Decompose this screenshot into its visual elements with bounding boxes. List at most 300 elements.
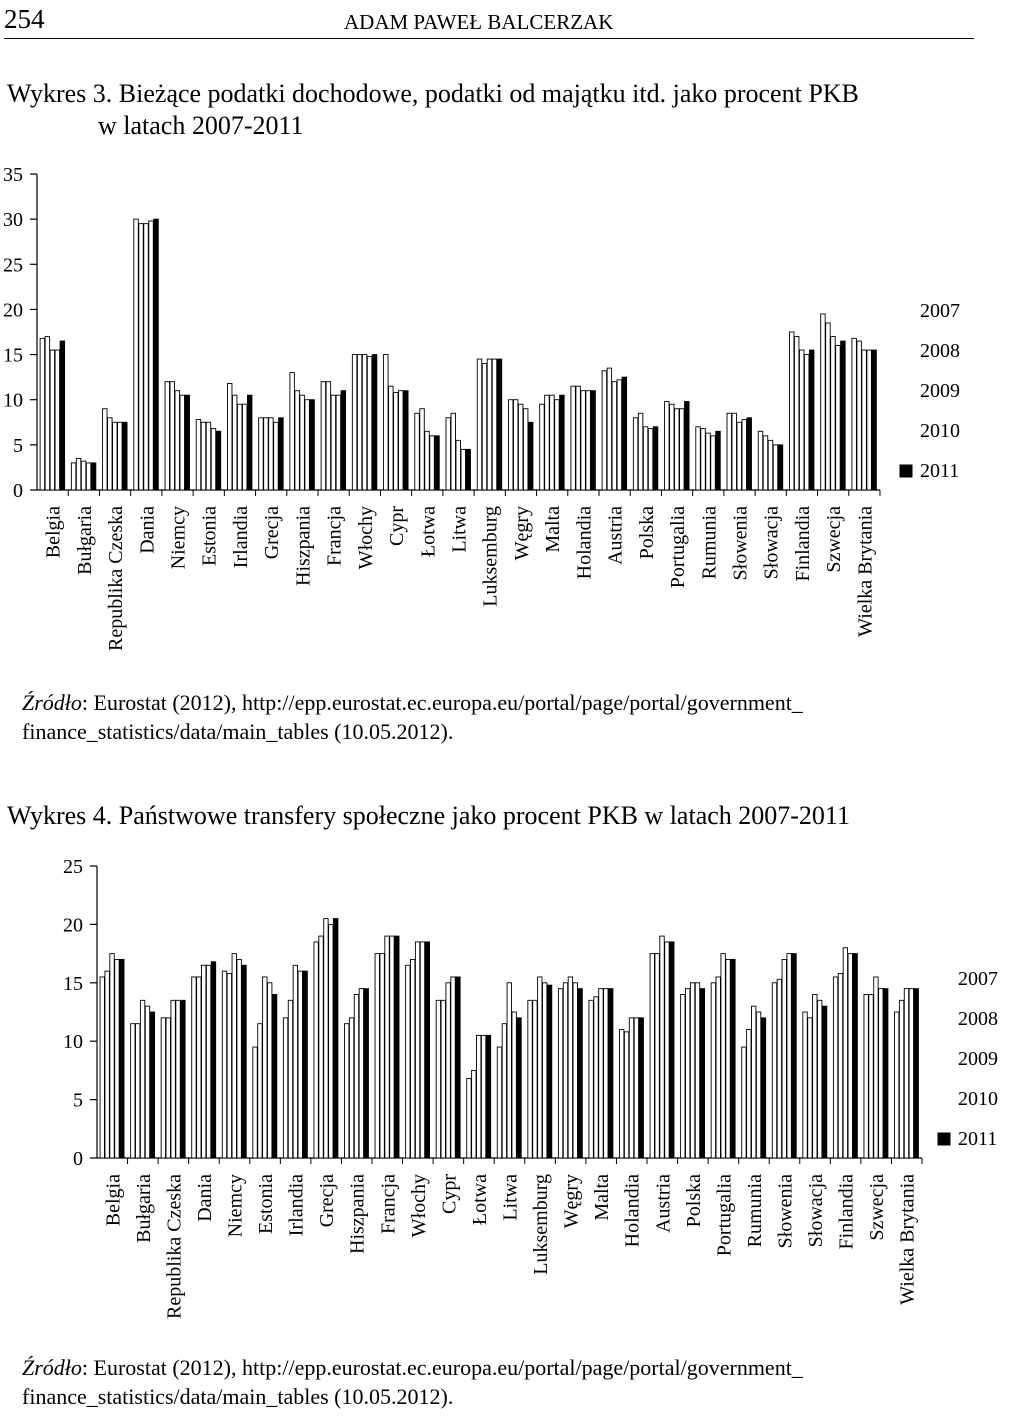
chart3-bar-2009 (331, 395, 335, 490)
chart3-bar-2011 (185, 395, 189, 490)
chart3-bar-2009 (862, 350, 866, 490)
chart4-bar-2007 (803, 1012, 807, 1158)
chart4-category-label: Holandia (621, 1174, 644, 1248)
chart3-legend-swatch-2007 (900, 305, 912, 317)
chart4-y-tick-label: 20 (63, 914, 83, 937)
chart4-bar-2010 (115, 959, 119, 1158)
chart4-y-tick-label: 0 (73, 1148, 83, 1170)
chart4-bar-2007 (864, 994, 868, 1158)
chart4-bar-2007 (100, 977, 104, 1158)
chart3-category-label: Irlandia (229, 506, 252, 569)
chart4-bar-2010 (206, 965, 210, 1158)
chart3-category-label: Malta (542, 506, 565, 553)
chart3-bar-2007 (40, 338, 44, 490)
chart3-bar-2008 (482, 364, 486, 490)
chart4-category-label: Rumunia (743, 1174, 766, 1248)
chart4-bar-2011 (700, 989, 704, 1158)
chart3-category-label: Cypr (386, 506, 409, 546)
chart4-bar-2008 (533, 1000, 537, 1158)
chart4-category-label: Irlandia (285, 1174, 308, 1237)
chart3-bar-2008 (670, 404, 674, 490)
chart4-bar-2010 (145, 1006, 149, 1158)
chart3-bar-2009 (799, 350, 803, 490)
chart3-bar-2007 (727, 413, 731, 490)
chart4-bar-2011 (822, 1006, 826, 1158)
chart3-category-label: Szwecja (823, 506, 846, 573)
chart4-bar-2008 (105, 971, 109, 1158)
chart4-bar-2011 (670, 942, 674, 1158)
chart3-legend-swatch-2009 (900, 385, 912, 397)
chart4-bar-2011 (914, 989, 918, 1158)
chart3-bar-2008 (607, 368, 611, 490)
running-title: ADAM PAWEŁ BALCERZAK (344, 10, 614, 34)
chart3-category-label: Łotwa (417, 506, 440, 558)
chart3-bar-2011 (216, 431, 220, 490)
chart4-bar-2007 (436, 1000, 440, 1158)
chart3-bar-2009 (394, 392, 398, 490)
chart4-bar-2011 (578, 989, 582, 1158)
chart4-bar-2008 (197, 977, 201, 1158)
chart3-bar-2010 (648, 429, 652, 490)
chart4-bar-2007 (406, 965, 410, 1158)
chart4-category-label: Niemcy (224, 1174, 247, 1238)
chart3-bar-2011 (91, 463, 95, 490)
chart4-bar-2009 (263, 977, 267, 1158)
chart3-bar-2008 (264, 418, 268, 490)
chart3-category-label: Portugalia (667, 506, 690, 589)
chart3-bar-2007 (665, 402, 669, 490)
chart4-bar-2009 (568, 977, 572, 1158)
chart3-bar-2010 (617, 380, 621, 490)
chart3-title-line1: Wykres 3. Bieżące podatki dochodowe, podatki od majątku itd. jako procent PKB (7, 79, 859, 108)
chart4-bar-2011 (761, 1018, 765, 1158)
chart3-bar-2010 (336, 395, 340, 490)
chart3-bar-2008 (295, 391, 299, 490)
chart4-bar-2009 (202, 965, 206, 1158)
chart4-category-label: Litwa (499, 1174, 522, 1221)
chart3-bar-2009 (581, 391, 585, 490)
chart3-bar-2007 (290, 373, 294, 490)
chart3-bar-2007 (821, 314, 825, 490)
chart3-category-label: Bułgaria (73, 506, 96, 575)
chart3-bar-2007 (477, 359, 481, 490)
chart4-bar-2007 (620, 1030, 624, 1158)
chart3-bar-2010 (492, 359, 496, 490)
chart3-bar-2011 (466, 449, 470, 490)
chart4-category-label: Polska (682, 1174, 705, 1228)
chart4-bar-2008 (716, 977, 720, 1158)
chart3-bar-2011 (279, 418, 283, 490)
chart4-bar-2011 (609, 989, 613, 1158)
chart3-category-label: Litwa (448, 506, 471, 553)
chart4-source (22, 1353, 1022, 1411)
chart3-bar-2007 (103, 409, 107, 490)
chart3-bar-2008 (170, 382, 174, 490)
chart4-bar-2007 (895, 1012, 899, 1158)
chart4-bar-2009 (629, 1018, 633, 1158)
chart4-bar-2009 (324, 919, 328, 1158)
chart3-bar-2009 (737, 422, 741, 490)
chart3-bar-2009 (612, 382, 616, 490)
chart3-category-label: Estonia (198, 506, 221, 566)
chart4-bar-2007 (650, 954, 654, 1158)
chart3-category-label: Węgry (510, 506, 533, 561)
chart3-bar-2011 (747, 418, 751, 490)
chart3-y-tick-label: 35 (3, 164, 23, 186)
chart3-category-label: Republika Czeska (105, 506, 128, 651)
chart4-bar-2009 (843, 948, 847, 1158)
chart4-bar-2010 (481, 1035, 485, 1158)
chart4-bar-2010 (818, 1000, 822, 1158)
chart4-bar-2008 (288, 1000, 292, 1158)
chart3-legend-label: 2008 (920, 340, 960, 362)
chart4-bar-2010 (176, 1000, 180, 1158)
chart4-category-label: Francja (377, 1174, 400, 1234)
chart4-bar-2009 (874, 977, 878, 1158)
chart4-category-label: Słowacja (805, 1174, 828, 1248)
chart3-legend-label: 2010 (920, 420, 960, 442)
chart3-bar-2010 (118, 422, 122, 490)
chart4-bar-2010 (420, 942, 424, 1158)
chart3-bar-2010 (586, 391, 590, 490)
chart3-legend-swatch-2010 (900, 425, 912, 437)
chart4-y-tick-label: 5 (73, 1089, 83, 1112)
chart4-bar-2010 (237, 959, 241, 1158)
chart4-bar-2011 (211, 962, 215, 1158)
chart3-bar-2008 (732, 413, 736, 490)
chart3-bar-2009 (206, 422, 210, 490)
chart4-bar-2007 (772, 983, 776, 1158)
chart3-source (22, 688, 1022, 746)
chart4-bar-2007 (497, 1047, 501, 1158)
chart4-bar-2008 (838, 973, 842, 1158)
chart3-bar-2010 (867, 350, 871, 490)
chart3-category-label: Dania (136, 506, 159, 554)
chart4-bar-2011 (272, 994, 276, 1158)
chart3-category-label: Polska (635, 506, 658, 560)
chart4-category-label: Austria (652, 1174, 675, 1233)
chart4-bar-2008 (747, 1030, 751, 1158)
chart3-bar-2011 (404, 391, 408, 490)
chart4-bar-2011 (303, 971, 307, 1158)
chart3-bar-2008 (420, 409, 424, 490)
chart4-bar-2007 (222, 971, 226, 1158)
chart3-bar-2010 (86, 463, 90, 490)
chart4-bar-2011 (517, 1018, 521, 1158)
chart4-bar-2009 (140, 1000, 144, 1158)
chart4-legend-label: 2011 (958, 1128, 998, 1150)
chart4-category-label: Republika Czeska (163, 1174, 186, 1319)
chart4-category-label: Łotwa (468, 1174, 491, 1226)
chart3-bar-2011 (841, 341, 845, 490)
chart4-category-label: Cypr (438, 1174, 461, 1214)
chart4-bar-2007 (833, 977, 837, 1158)
chart4-category-label: Węgry (560, 1174, 583, 1229)
chart4-bar-2010 (879, 989, 883, 1158)
chart3-bar-2011 (591, 391, 595, 490)
chart4-bar-2011 (486, 1035, 490, 1158)
chart3-bar-2010 (55, 350, 59, 490)
chart4-bar-2007 (467, 1079, 471, 1158)
chart4-bar-2010 (604, 989, 608, 1158)
chart4-title (7, 800, 850, 832)
chart3-bar-2009 (300, 395, 304, 490)
chart4-legend-label: 2008 (958, 1008, 998, 1030)
chart3-bar-2010 (461, 449, 465, 490)
chart3-bar-2007 (165, 382, 169, 490)
chart4-bar-2010 (543, 983, 547, 1158)
chart4-bar-2010 (298, 971, 302, 1158)
chart3-bar-2011 (872, 350, 876, 490)
chart3-bar-2011 (154, 219, 158, 490)
chart4-source-label: Źródło (22, 1355, 82, 1380)
chart3-bar-2011 (341, 391, 345, 490)
chart4-svg (0, 840, 1024, 1340)
chart4-bar-2010 (390, 936, 394, 1158)
chart4-bar-2008 (869, 994, 873, 1158)
chart4-category-label: Malta (591, 1174, 614, 1221)
chart3-bar-2007 (71, 463, 75, 490)
chart4-bar-2009 (446, 983, 450, 1158)
chart4-category-label: Bułgaria (132, 1174, 155, 1243)
chart3-category-label: Rumunia (698, 506, 721, 580)
chart3-bar-2007 (758, 431, 762, 490)
chart3-bar-2009 (144, 224, 148, 490)
chart3-bar-2008 (513, 400, 517, 490)
chart4-bar-2007 (375, 954, 379, 1158)
chart3-category-label: Włochy (354, 506, 377, 570)
chart3-bar-2009 (675, 409, 679, 490)
chart4-bar-2011 (425, 942, 429, 1158)
chart4-source-line1: : Eurostat (2012), http://epp.eurostat.ec.europa.eu/portal/page/portal/government_ (81, 1355, 803, 1380)
chart3-bar-2010 (836, 346, 840, 490)
chart3-source-line2: finance_statistics/data/main_tables (10.05.2012). (22, 719, 454, 744)
chart3-bar-2011 (60, 341, 64, 490)
chart4-bar-2008 (594, 997, 598, 1158)
chart4-bar-2009 (904, 989, 908, 1158)
chart4-y-tick-label: 15 (63, 972, 83, 995)
chart3-category-label: Luksemburg (479, 506, 502, 607)
chart3-bar-2007 (446, 418, 450, 490)
chart4-category-label: Grecja (316, 1174, 339, 1228)
chart4-bar-2009 (507, 983, 511, 1158)
chart3-legend-label: 2009 (920, 380, 960, 402)
chart4-bar-2007 (345, 1024, 349, 1158)
chart4-bar-2008 (686, 989, 690, 1158)
chart4-bar-2010 (329, 924, 333, 1158)
chart4-bar-2009 (232, 954, 236, 1158)
chart4-bar-2008 (624, 1032, 628, 1158)
chart3-bar-2011 (497, 359, 501, 490)
chart3-bar-2009 (518, 404, 522, 490)
chart4-bar-2008 (899, 1000, 903, 1158)
chart4-bar-2010 (359, 989, 363, 1158)
chart3-bar-2008 (326, 382, 330, 490)
chart4-bar-2009 (721, 954, 725, 1158)
chart4-bar-2007 (528, 1000, 532, 1158)
chart4-bar-2008 (136, 1024, 140, 1158)
chart4-category-label: Luksemburg (530, 1174, 553, 1275)
chart3-bar-2007 (352, 355, 356, 490)
chart4-legend-label: 2010 (958, 1088, 998, 1110)
chart4-bar-2011 (853, 954, 857, 1158)
chart4-bar-2009 (171, 1000, 175, 1158)
chart3-bar-2010 (399, 391, 403, 490)
chart3-bar-2007 (415, 413, 419, 490)
chart4-source-line2: finance_statistics/data/main_tables (10.05.2012). (22, 1384, 454, 1409)
chart3-y-tick-label: 30 (3, 209, 23, 232)
chart4-legend-label: 2009 (958, 1048, 998, 1070)
chart3-bar-2010 (742, 420, 746, 490)
chart4-bar-2009 (660, 936, 664, 1158)
chart3-bar-2009 (269, 418, 273, 490)
chart4-bar-2009 (354, 994, 358, 1158)
chart3-bar-2011 (560, 395, 564, 490)
chart4-bar-2011 (364, 989, 368, 1158)
chart4-bar-2011 (639, 1018, 643, 1158)
chart3-category-label: Belgia (42, 506, 65, 559)
chart4-bar-2011 (242, 965, 246, 1158)
chart3-bar-2008 (857, 341, 861, 490)
chart3-bar-2007 (540, 404, 544, 490)
chart3-title (7, 78, 859, 142)
chart3-category-label: Finlandia (791, 506, 814, 582)
chart3-bar-2007 (571, 386, 575, 490)
chart3-bar-2009 (550, 395, 554, 490)
chart3-bar-2010 (211, 429, 215, 490)
chart3-title-line2: w latach 2007-2011 (98, 111, 304, 140)
chart3-bar-2011 (123, 422, 127, 490)
chart3-svg (0, 150, 1024, 680)
chart3-bar-2009 (113, 422, 117, 490)
chart3-bar-2010 (430, 436, 434, 490)
chart4-bar-2011 (181, 1000, 185, 1158)
chart4-bar-2009 (415, 942, 419, 1158)
page-number: 254 (4, 4, 45, 34)
chart4-category-label: Estonia (255, 1174, 278, 1234)
chart4-bar-2007 (192, 977, 196, 1158)
chart4-legend-swatch-2009 (938, 1053, 950, 1065)
chart3-category-label: Niemcy (167, 506, 190, 570)
chart4-bar-2009 (690, 983, 694, 1158)
chart4-bar-2010 (512, 1012, 516, 1158)
chart3-bar-2009 (425, 431, 429, 490)
chart3-bar-2008 (763, 436, 767, 490)
chart4-bar-2010 (848, 954, 852, 1158)
chart3-bar-2010 (180, 395, 184, 490)
chart4-bar-2011 (456, 977, 460, 1158)
chart3-bar-2011 (778, 445, 782, 490)
chart4-bar-2007 (558, 989, 562, 1158)
chart3-category-label: Francja (323, 506, 346, 566)
chart4-category-label: Hiszpania (346, 1174, 369, 1254)
chart3-y-tick-label: 0 (13, 480, 23, 502)
chart4-bar-2009 (110, 954, 114, 1158)
chart3-legend-swatch-2011 (900, 465, 912, 477)
chart3-bar-2011 (716, 431, 720, 490)
chart3-bar-2010 (242, 404, 246, 490)
chart4-bar-2008 (411, 959, 415, 1158)
chart4-bar-2007 (253, 1047, 257, 1158)
chart4-legend-swatch-2011 (938, 1133, 950, 1145)
chart3-bar-2008 (576, 386, 580, 490)
chart3-bar-2009 (456, 440, 460, 490)
chart4-bar-2011 (334, 919, 338, 1158)
chart4-bar-2010 (909, 989, 913, 1158)
chart3-bar-2011 (528, 422, 532, 490)
chart3-bar-2010 (711, 436, 715, 490)
chart4-bar-2008 (258, 1024, 262, 1158)
chart3-bar-2010 (367, 356, 371, 490)
chart3-bar-2007 (852, 338, 856, 490)
chart3-bar-2008 (108, 418, 112, 490)
chart4-bar-2008 (166, 1018, 170, 1158)
chart3-bar-2007 (789, 332, 793, 490)
chart3-y-tick-label: 20 (3, 299, 23, 322)
chart3-bar-2007 (384, 355, 388, 490)
chart4-category-label: Wielka Brytania (896, 1174, 919, 1305)
chart3-bar-2009 (768, 440, 772, 490)
chart3-bar-2008 (232, 395, 236, 490)
chart3-bar-2010 (804, 355, 808, 490)
chart3-y-tick-label: 10 (3, 389, 23, 412)
chart3-bar-2009 (81, 461, 85, 490)
chart3-bar-2011 (809, 350, 813, 490)
chart4-bar-2010 (695, 983, 699, 1158)
chart4-bar-2010 (756, 1012, 760, 1158)
chart3-bar-2007 (602, 371, 606, 490)
chart4-bar-2009 (538, 977, 542, 1158)
chart3-bar-2011 (372, 355, 376, 490)
chart4-bar-2007 (131, 1024, 135, 1158)
chart4-bar-2011 (395, 936, 399, 1158)
chart4-bar-2010 (268, 983, 272, 1158)
chart3-bar-2009 (487, 359, 491, 490)
chart3-bar-2008 (451, 413, 455, 490)
chart4-category-label: Szwecja (866, 1174, 889, 1241)
chart3-source-line1: : Eurostat (2012), http://epp.eurostat.ec.europa.eu/portal/page/portal/government_ (81, 690, 803, 715)
chart4-bar-2008 (655, 954, 659, 1158)
chart3-bar-2011 (310, 400, 314, 490)
chart4-bar-2010 (573, 983, 577, 1158)
chart3-bar-2008 (357, 355, 361, 490)
chart3-bar-2011 (622, 377, 626, 490)
chart3-category-label: Austria (604, 506, 627, 565)
chart4-legend-swatch-2010 (938, 1093, 950, 1105)
chart4-bar-2010 (634, 1018, 638, 1158)
chart3-legend-swatch-2008 (900, 345, 912, 357)
chart4-bar-2007 (283, 1018, 287, 1158)
chart3-bar-2007 (321, 382, 325, 490)
chart3-category-label: Wielka Brytania (854, 506, 877, 637)
chart3-bar-2008 (139, 224, 143, 490)
chart4-bar-2007 (742, 1047, 746, 1158)
chart3-bar-2010 (523, 409, 527, 490)
chart4-bar-2008 (472, 1070, 476, 1158)
chart3-legend-label: 2011 (920, 460, 960, 482)
chart3-bar-2007 (508, 400, 512, 490)
chart3-bar-2010 (274, 422, 278, 490)
chart4-category-label: Finlandia (835, 1174, 858, 1250)
chart4-bar-2011 (731, 959, 735, 1158)
chart3-bar-2009 (175, 391, 179, 490)
chart4-bar-2009 (752, 1006, 756, 1158)
chart3-category-label: Holandia (573, 506, 596, 580)
chart4-bar-2009 (599, 989, 603, 1158)
chart4-bar-2007 (589, 1000, 593, 1158)
chart3-bar-2008 (389, 386, 393, 490)
chart4-legend-swatch-2007 (938, 973, 950, 985)
